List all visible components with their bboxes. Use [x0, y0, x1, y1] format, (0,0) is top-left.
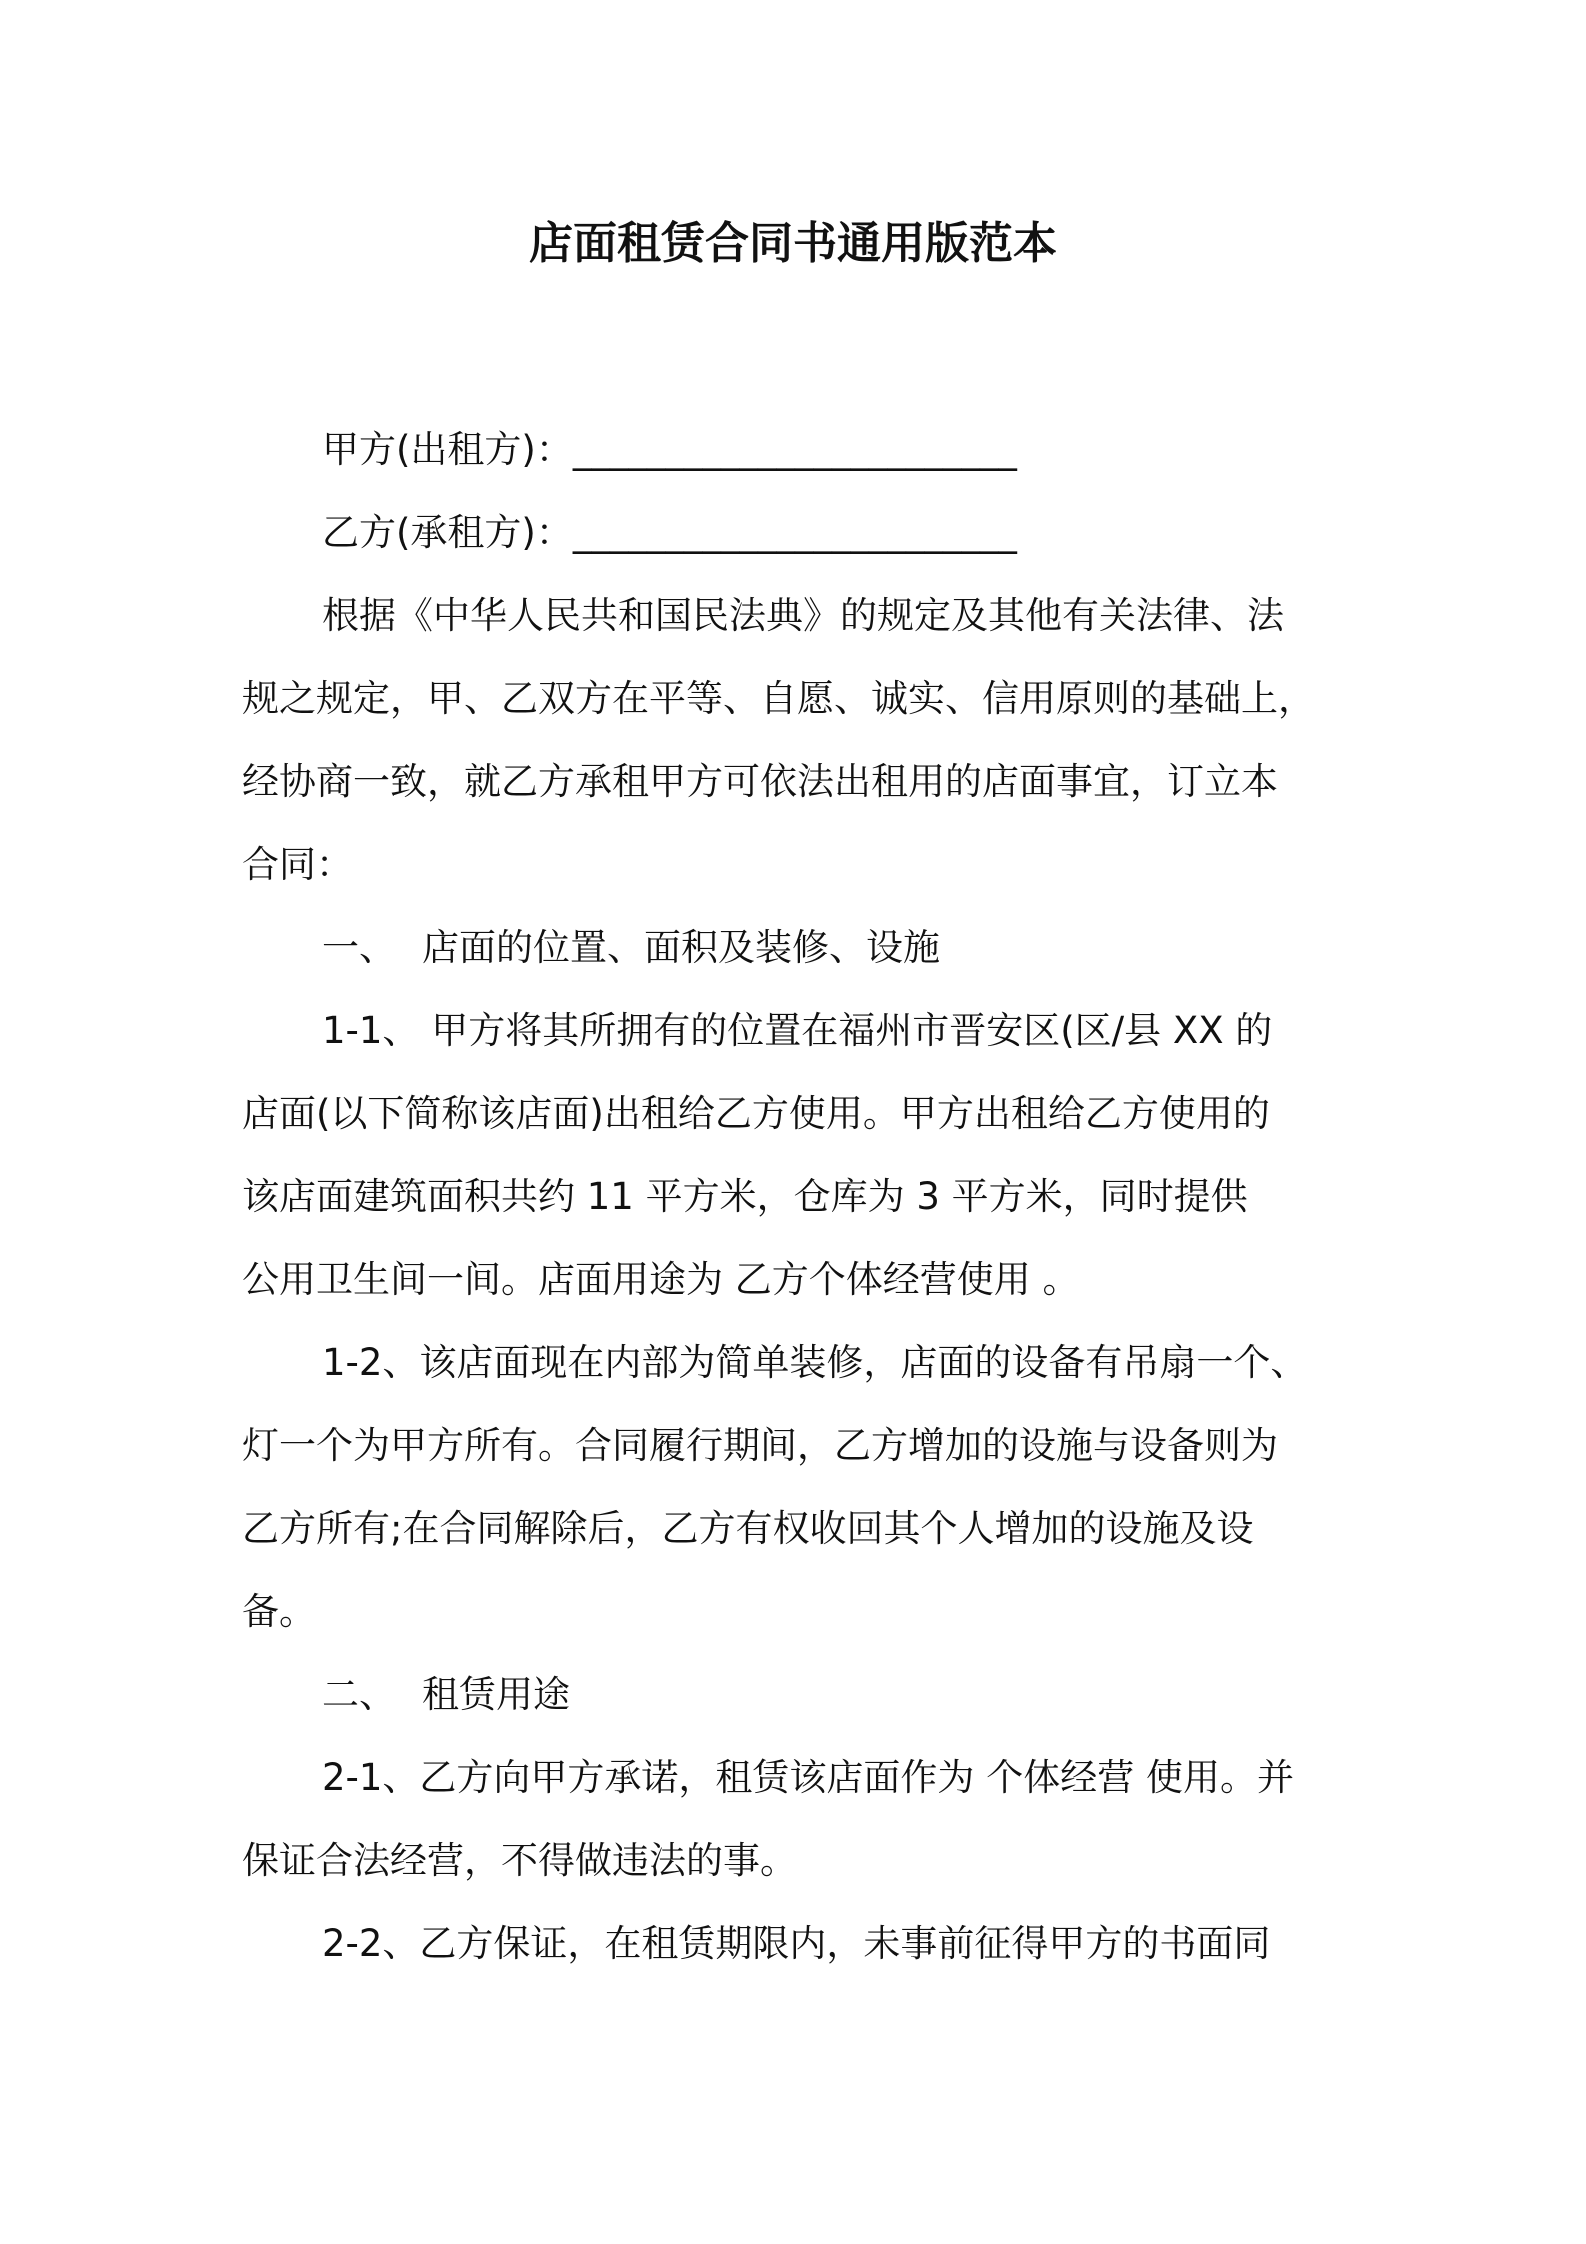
clause-1-1-line-3: 该店面建筑面积共约 11 平方米，仓库为 3 平方米，同时提供	[242, 1175, 1248, 1218]
party-a-line	[242, 408, 1357, 491]
party-a-label: 甲方(出租方)：	[322, 428, 573, 471]
clause-1-2-line-4: 备。	[242, 1590, 316, 1633]
section-1-number: 一、	[322, 926, 396, 969]
party-b-label: 乙方(承租方)：	[322, 511, 573, 554]
clause-2-2-line-1: 2-2、乙方保证，在租赁期限内，未事前征得甲方的书面同	[322, 1922, 1271, 1965]
document-body	[242, 408, 1357, 1985]
preamble-line-4: 合同：	[242, 843, 353, 886]
clause-1-1-line-2: 店面(以下简称该店面)出租给乙方使用。甲方出租给乙方使用的	[242, 1092, 1270, 1135]
clause-1-1-line-1: 1-1、 甲方将其所拥有的位置在福州市晋安区(区/县 XX 的	[322, 1009, 1273, 1052]
clause-1-2-line-3: 乙方所有;在合同解除后，乙方有权收回其个人增加的设施及设	[242, 1507, 1254, 1550]
clause-2-1-line-1: 2-1、乙方向甲方承诺，租赁该店面作为 个体经营 使用。并	[322, 1756, 1294, 1799]
clause-1-2-line-2: 灯一个为甲方所有。合同履行期间，乙方增加的设施与设备则为	[242, 1424, 1278, 1467]
party-b-blank: ________________________	[572, 511, 1017, 554]
document-title: 店面租赁合同书通用版范本	[529, 218, 1057, 269]
preamble-line-1: 根据《中华人民共和国民法典》的规定及其他有关法律、法	[322, 594, 1284, 637]
section-2-number: 二、	[322, 1673, 396, 1716]
party-b-line	[242, 491, 1357, 574]
clause-1-1-line-4: 公用卫生间一间。店面用途为 乙方个体经营使用 。	[242, 1258, 1080, 1301]
section-1-title: 店面的位置、面积及装修、设施	[422, 926, 940, 969]
preamble-line-2: 规之规定，甲、乙双方在平等、自愿、诚实、信用原则的基础上，	[242, 677, 1315, 720]
section-1-heading	[242, 906, 1357, 989]
party-a-blank: ________________________	[572, 428, 1017, 471]
clause-1-2-line-1: 1-2、该店面现在内部为简单装修，店面的设备有吊扇一个、	[322, 1341, 1308, 1384]
clause-2-1-line-2: 保证合法经营，不得做违法的事。	[242, 1839, 797, 1882]
section-2-heading	[242, 1653, 1357, 1736]
section-2-title: 租赁用途	[422, 1673, 570, 1716]
preamble-line-3: 经协商一致，就乙方承租甲方可依法出租用的店面事宜，订立本	[242, 760, 1278, 803]
